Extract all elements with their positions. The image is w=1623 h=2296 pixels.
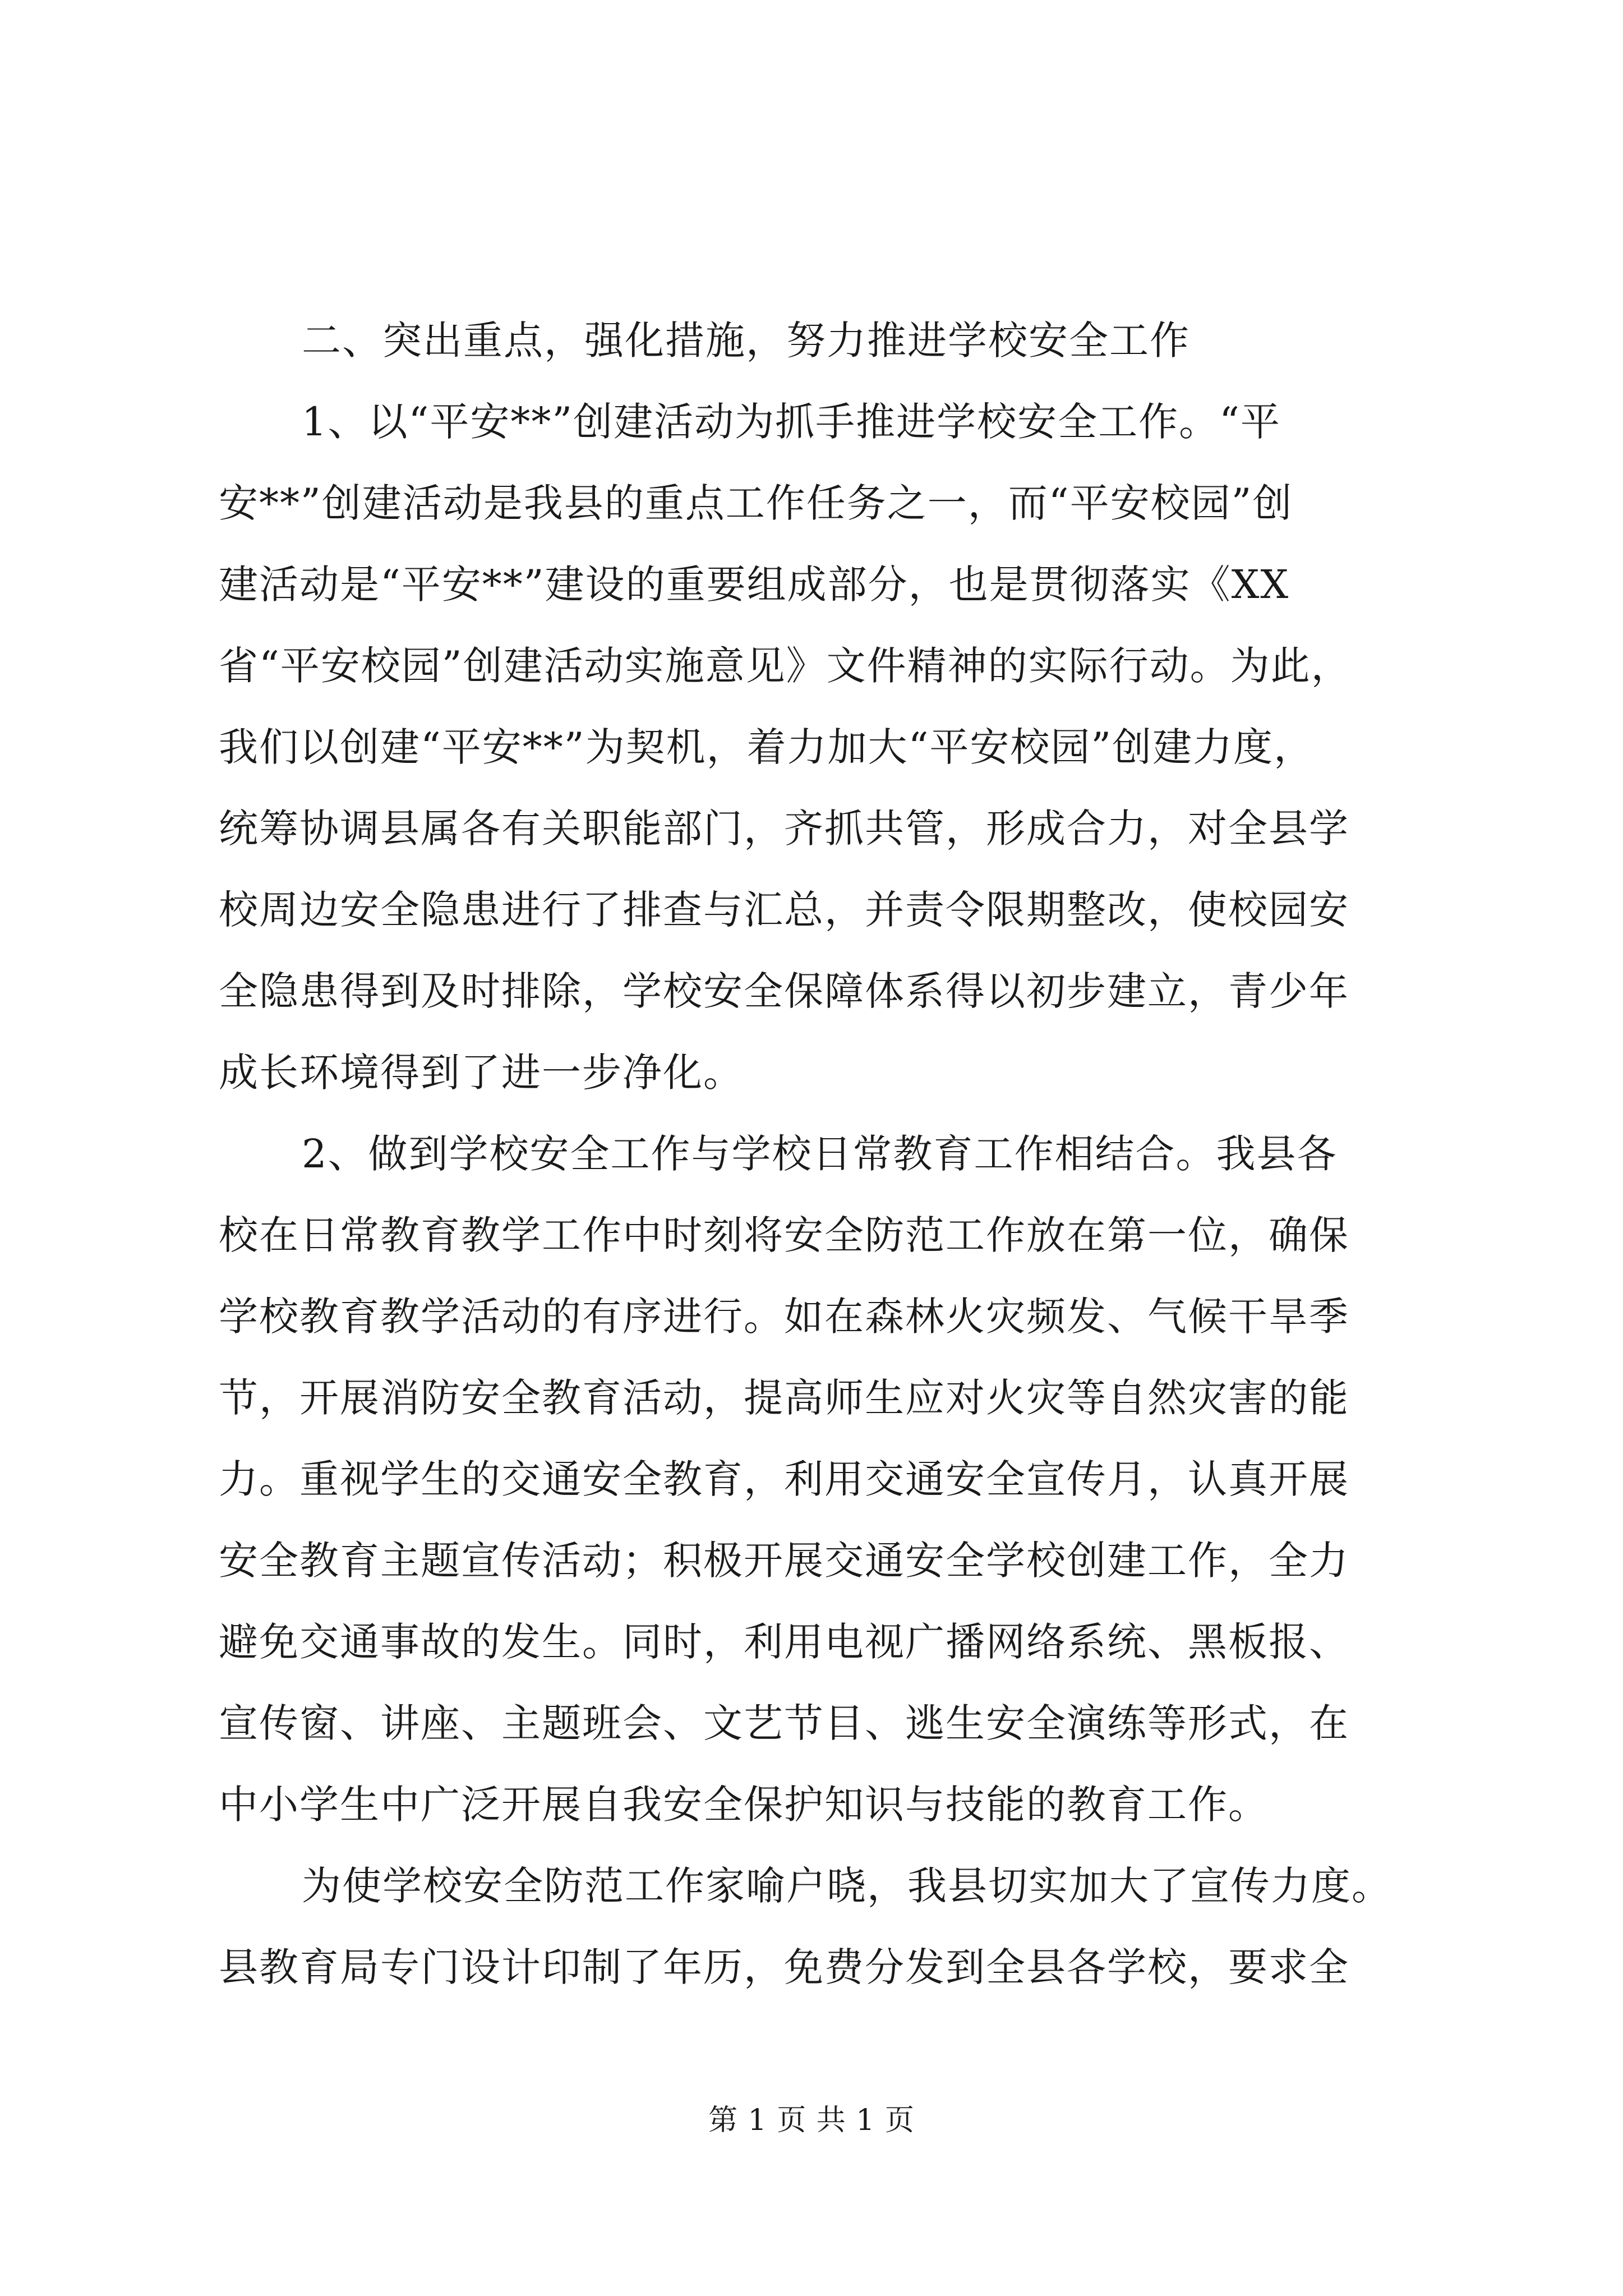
paragraph-3 (219, 1846, 1424, 2008)
paragraph-line: 安**”创建活动是我县的重点工作任务之一，而“平安校园”创 (219, 480, 1293, 526)
paragraph-2 (219, 1114, 1424, 1846)
paragraph-line: 学校教育教学活动的有序进行。如在森林火灾频发、气候干旱季 (219, 1294, 1349, 1340)
document-body (219, 300, 1424, 2008)
paragraph-line: 成长环境得到了进一步净化。 (219, 1050, 744, 1096)
paragraph-line: 安全教育主题宣传活动；积极开展交通安全学校创建工作，全力 (219, 1538, 1349, 1584)
paragraph-line: 校周边安全隐患进行了排查与汇总，并责令限期整改，使校园安 (219, 887, 1349, 933)
page-footer: 第 1 页 共 1 页 (708, 2104, 915, 2137)
paragraph-line: 县教育局专门设计印制了年历，免费分发到全县各学校，要求全 (219, 1944, 1349, 1990)
paragraph-line: 全隐患得到及时排除，学校安全保障体系得以初步建立，青少年 (219, 968, 1349, 1014)
paragraph-line: 中小学生中广泛开展自我安全保护知识与技能的教育工作。 (219, 1782, 1269, 1828)
paragraph-line: 建活动是“平安**”建设的重要组成部分，也是贯彻落实《XX (219, 562, 1290, 608)
paragraph-line: 为使学校安全防范工作家喻户晓，我县切实加大了宣传力度。 (302, 1863, 1392, 1909)
section-heading: 二、突出重点，强化措施，努力推进学校安全工作 (302, 318, 1190, 364)
paragraph-line: 宣传窗、讲座、主题班会、文艺节目、逃生安全演练等形式，在 (219, 1700, 1349, 1746)
paragraph-line: 校在日常教育教学工作中时刻将安全防范工作放在第一位，确保 (219, 1212, 1349, 1258)
paragraph-line: 1、以“平安**”创建活动为抓手推进学校安全工作。“平 (302, 399, 1281, 445)
paragraph-1 (219, 381, 1424, 1114)
paragraph-line: 省“平安校园”创建活动实施意见》文件精神的实际行动。为此， (219, 643, 1352, 689)
paragraph-line: 节，开展消防安全教育活动，提高师生应对火灾等自然灾害的能 (219, 1375, 1349, 1421)
paragraph-line: 避免交通事故的发生。同时，利用电视广播网络系统、黑板报、 (219, 1619, 1349, 1665)
paragraph-line: 力。重视学生的交通安全教育，利用交通安全宣传月，认真开展 (219, 1456, 1349, 1502)
paragraph-line: 我们以创建“平安**”为契机，着力加大“平安校园”创建力度， (219, 724, 1315, 770)
paragraph-line: 2、做到学校安全工作与学校日常教育工作相结合。我县各 (302, 1131, 1338, 1177)
paragraph-line: 统筹协调县属各有关职能部门，齐抓共管，形成合力，对全县学 (219, 806, 1349, 852)
